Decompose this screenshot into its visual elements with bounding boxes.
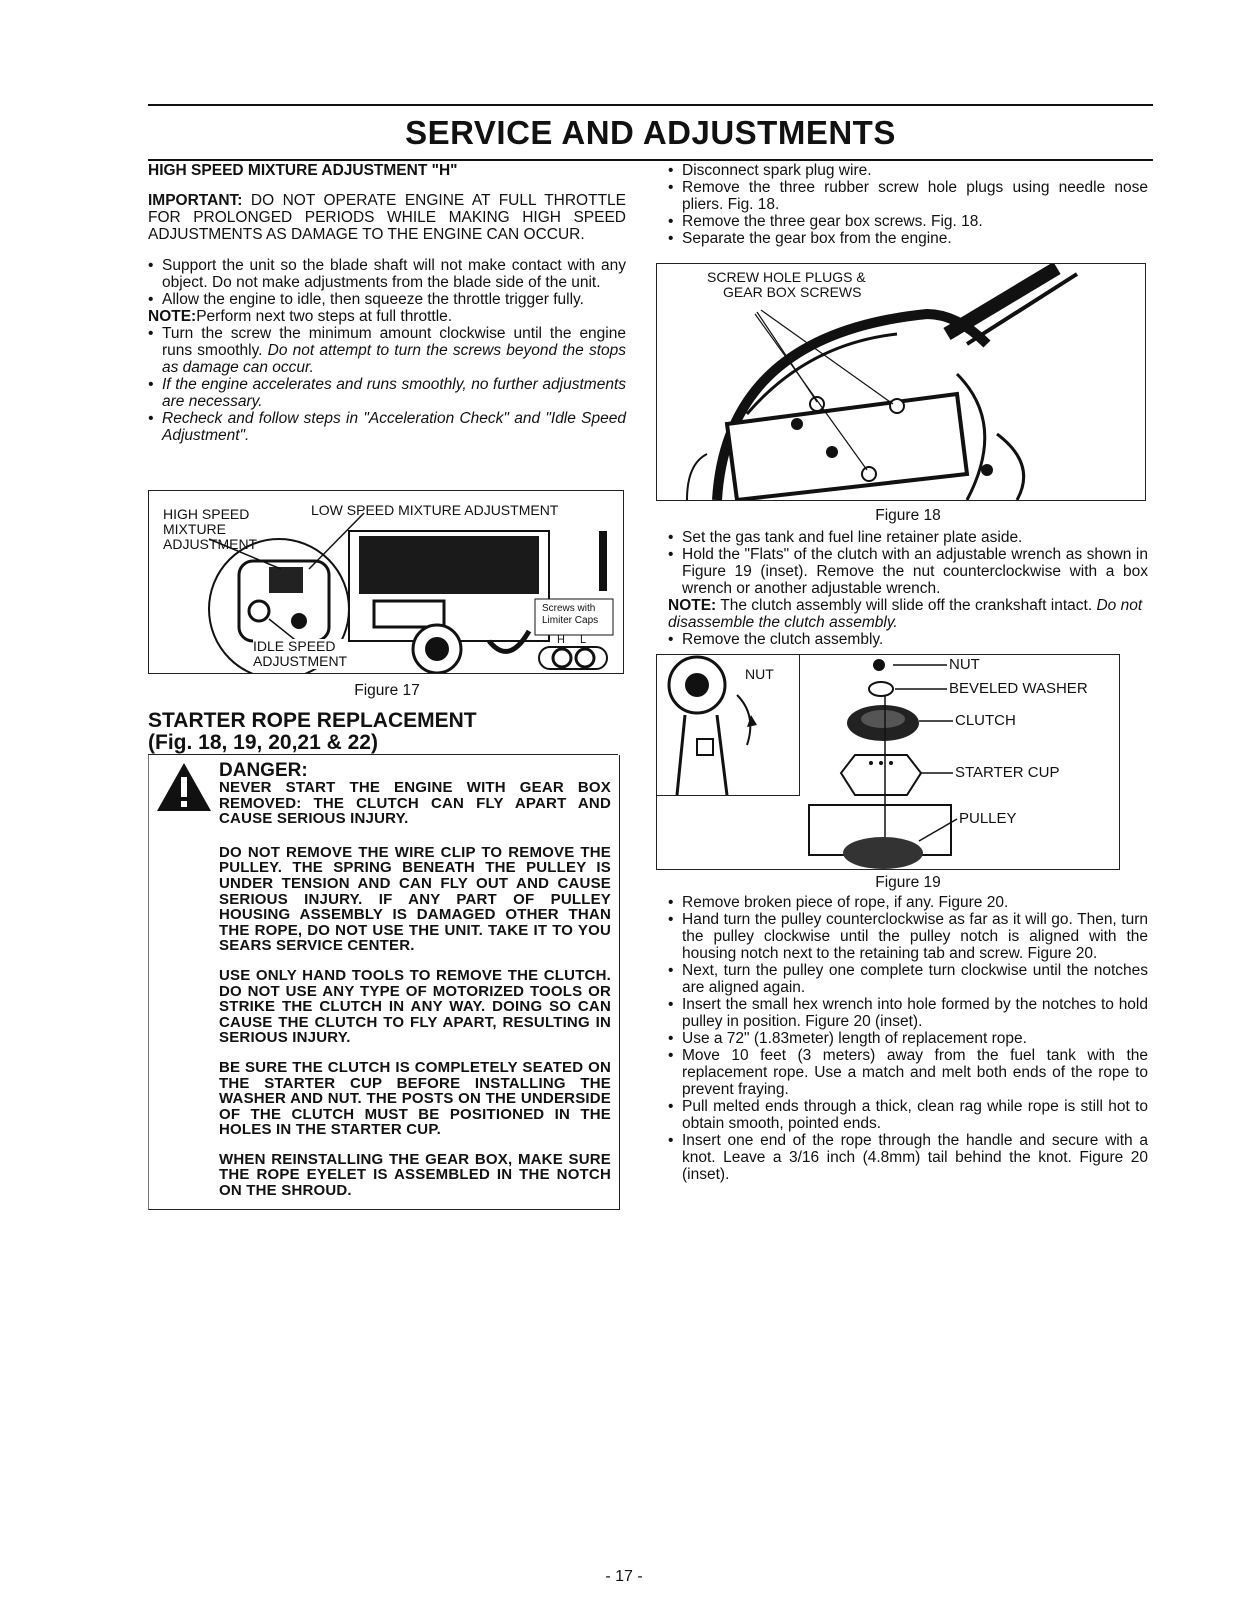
list-item: • Insert the small hex wrench into hole formed by the notches to hold pulley in position. Figure 20 (inset). xyxy=(668,996,1148,1030)
adjust-steps-list xyxy=(148,257,626,308)
label-line: Limiter Caps xyxy=(542,615,599,626)
fig19-starter-cup-label: STARTER CUP xyxy=(955,764,1060,781)
right-column xyxy=(668,162,1148,1183)
note-text: The clutch assembly will slide off the crankshaft intact. xyxy=(720,597,1093,614)
figure-19-caption: Figure 19 xyxy=(875,874,941,891)
important-paragraph xyxy=(148,192,626,243)
fig19-nut-label: NUT xyxy=(949,656,980,673)
starter-rope-title: STARTER ROPE REPLACEMENT xyxy=(148,709,477,732)
list-item: • Remove broken piece of rope, if any. Figure 20. xyxy=(668,894,1148,911)
adjust-steps-list-2 xyxy=(148,325,626,444)
list-item: • Hold the "Flats" of the clutch with an adjustable wrench as shown in Figure 19 (inset). Remove the nut counterclockwise with a box wrench or another adjustable wrench. xyxy=(668,546,1148,597)
rope-replacement-list xyxy=(668,894,1148,1183)
turn-screw-warning: Do not attempt to turn the screws beyond the stops as damage can occur. xyxy=(162,342,627,376)
list-item: • Use a 72" (1.83meter) length of replacement rope. xyxy=(668,1030,1148,1047)
label-line: GEAR BOX SCREWS xyxy=(723,284,862,300)
danger-warning-4: BE SURE THE CLUTCH IS COMPLETELY SEATED ON THE STARTER CUP BEFORE INSTALLING THE WASHER AND NUT. THE POSTS ON THE UNDERSIDE OF THE CLUTCH MUST BE POSITIONED IN THE HOLES IN THE STARTER CUP. xyxy=(219,1058,611,1139)
title-rule xyxy=(148,159,1153,161)
list-item xyxy=(148,325,626,376)
fig17-l-label: L xyxy=(580,634,587,646)
list-item: • Set the gas tank and fuel line retainer plate aside. xyxy=(668,529,1148,546)
warning-triangle-icon xyxy=(155,761,213,813)
danger-word: DANGER: xyxy=(219,760,308,781)
page-number: - 17 - xyxy=(605,1568,643,1585)
list-item: • Allow the engine to idle, then squeeze the throttle trigger fully. xyxy=(148,291,626,308)
important-text: DO NOT OPERATE ENGINE AT FULL THROTTLE FOR PROLONGED PERIODS WHILE MAKING HIGH SPEED ADJUSTMENTS AS DAMAGE TO THE ENGINE CAN OCCUR. xyxy=(148,192,626,243)
fig18-screw-plugs-label xyxy=(707,270,866,300)
clutch-removal-list xyxy=(668,529,1148,597)
label-line: MIXTURE xyxy=(163,521,226,537)
fig17-idle-speed-label xyxy=(253,639,347,669)
figure-18-caption: Figure 18 xyxy=(875,507,941,524)
fig19-pulley-label: PULLEY xyxy=(959,810,1017,827)
list-item: • Insert one end of the rope through the handle and secure with a knot. Leave a 3/16 inch (4.8mm) tail behind the knot. Figure 20 (inset). xyxy=(668,1132,1148,1183)
danger-warning-5: WHEN REINSTALLING THE GEAR BOX, MAKE SURE THE ROPE EYELET IS ASSEMBLED IN THE NOTCH ON THE SHROUD. xyxy=(219,1150,611,1200)
important-label: IMPORTANT: xyxy=(148,192,243,209)
list-item: • If the engine accelerates and runs smoothly, no further adjustments are necessary. xyxy=(148,376,626,410)
list-item: • Recheck and follow steps in "Acceleration Check" and "Idle Speed Adjustment". xyxy=(148,410,626,444)
label-line: ADJUSTMENT xyxy=(253,653,348,669)
danger-first-block xyxy=(219,761,611,845)
figure-17 xyxy=(148,490,624,674)
list-item: • Support the unit so the blade shaft will not make contact with any object. Do not make adjustments from the blade side of the unit. xyxy=(148,257,626,291)
top-rule xyxy=(148,104,1153,106)
fig17-h-label: H xyxy=(557,634,565,646)
list-item: • Separate the gear box from the engine. xyxy=(668,230,1148,247)
danger-warnings-rest xyxy=(155,845,611,1199)
note-full-throttle xyxy=(148,308,626,325)
danger-warning-1: NEVER START THE ENGINE WITH GEAR BOX REMOVED: THE CLUTCH CAN FLY APART AND CAUSE SERIOUS INJURY. xyxy=(219,779,611,828)
list-item: • Disconnect spark plug wire. xyxy=(668,162,1148,179)
starter-rope-subtitle: (Fig. 18, 19, 20,21 & 22) xyxy=(148,732,618,755)
note-label: NOTE: xyxy=(668,597,717,614)
fig17-limiter-caps-label xyxy=(542,603,598,627)
label-line: SCREW HOLE PLUGS & xyxy=(707,269,866,285)
note-label: NOTE: xyxy=(148,308,197,325)
turn-screw-text: Turn the screw the minimum amount clockwise until the engine runs smoothly. xyxy=(162,325,626,359)
gearbox-removal-list xyxy=(668,162,1148,247)
note-clutch xyxy=(668,597,1148,631)
fig17-high-speed-label xyxy=(163,507,257,552)
label-line: IDLE SPEED xyxy=(253,638,336,654)
fig17-low-speed-label: LOW SPEED MIXTURE ADJUSTMENT xyxy=(311,502,559,518)
high-speed-heading: HIGH SPEED MIXTURE ADJUSTMENT "H" xyxy=(148,162,458,179)
clutch-removal-list-2 xyxy=(668,631,1148,648)
figure-18 xyxy=(656,263,1146,501)
danger-warning-2: DO NOT REMOVE THE WIRE CLIP TO REMOVE THE PULLEY. THE SPRING BENEATH THE PULLEY IS UNDER TENSION AND CAN FLY OUT AND CAUSE SERIOUS INJURY. IF ANY PART OF PULLEY HOUSING ASSEMBLY IS DAMAGED OTHER THAN THE ROPE, DO NOT USE THE UNIT. TAKE IT TO YOU SEARS SERVICE CENTER. xyxy=(219,843,611,955)
left-column xyxy=(148,162,626,1210)
list-item: • Pull melted ends through a thick, clean rag while rope is still hot to obtain smooth, pointed ends. xyxy=(668,1098,1148,1132)
list-item: • Remove the clutch assembly. xyxy=(668,631,1148,648)
fig19-inset-nut-label: NUT xyxy=(745,666,774,682)
danger-box xyxy=(148,755,620,1210)
list-item: • Hand turn the pulley counterclockwise as far as it will go. Then, turn the pulley clockwise until the pulley notch is aligned with the housing notch next to the retaining tab and screw. Figure 20. xyxy=(668,911,1148,962)
list-item: • Next, turn the pulley one complete turn clockwise until the notches are aligned again. xyxy=(668,962,1148,996)
fig19-washer-label: BEVELED WASHER xyxy=(949,680,1088,697)
danger-header xyxy=(155,761,611,845)
fig19-clutch-label: CLUTCH xyxy=(955,712,1016,729)
label-line: ADJUSTMENT xyxy=(163,536,258,552)
figure-19 xyxy=(656,654,1120,870)
list-item: • Remove the three rubber screw hole plugs using needle nose pliers. Fig. 18. xyxy=(668,179,1148,213)
label-line: HIGH SPEED xyxy=(163,506,250,522)
list-item: • Remove the three gear box screws. Fig. 18. xyxy=(668,213,1148,230)
page-title: SERVICE AND ADJUSTMENTS xyxy=(405,114,896,151)
figure-17-caption: Figure 17 xyxy=(354,682,420,699)
note-italic: Do not disassemble the clutch assembly. xyxy=(668,597,1143,631)
danger-warning-3: USE ONLY HAND TOOLS TO REMOVE THE CLUTCH. DO NOT USE ANY TYPE OF MOTORIZED TOOLS OR STRIKE THE CLUTCH IN ANY WAY. DOING SO CAN CAUSE THE CLUTCH TO FLY APART, RESULTING IN SERIOUS INJURY. xyxy=(219,966,611,1047)
label-line: Screws with xyxy=(542,603,596,614)
note-text: Perform next two steps at full throttle. xyxy=(196,308,453,325)
list-item: • Move 10 feet (3 meters) away from the fuel tank with the replacement rope. Use a match and melt both ends of the rope to prevent fraying. xyxy=(668,1047,1148,1098)
